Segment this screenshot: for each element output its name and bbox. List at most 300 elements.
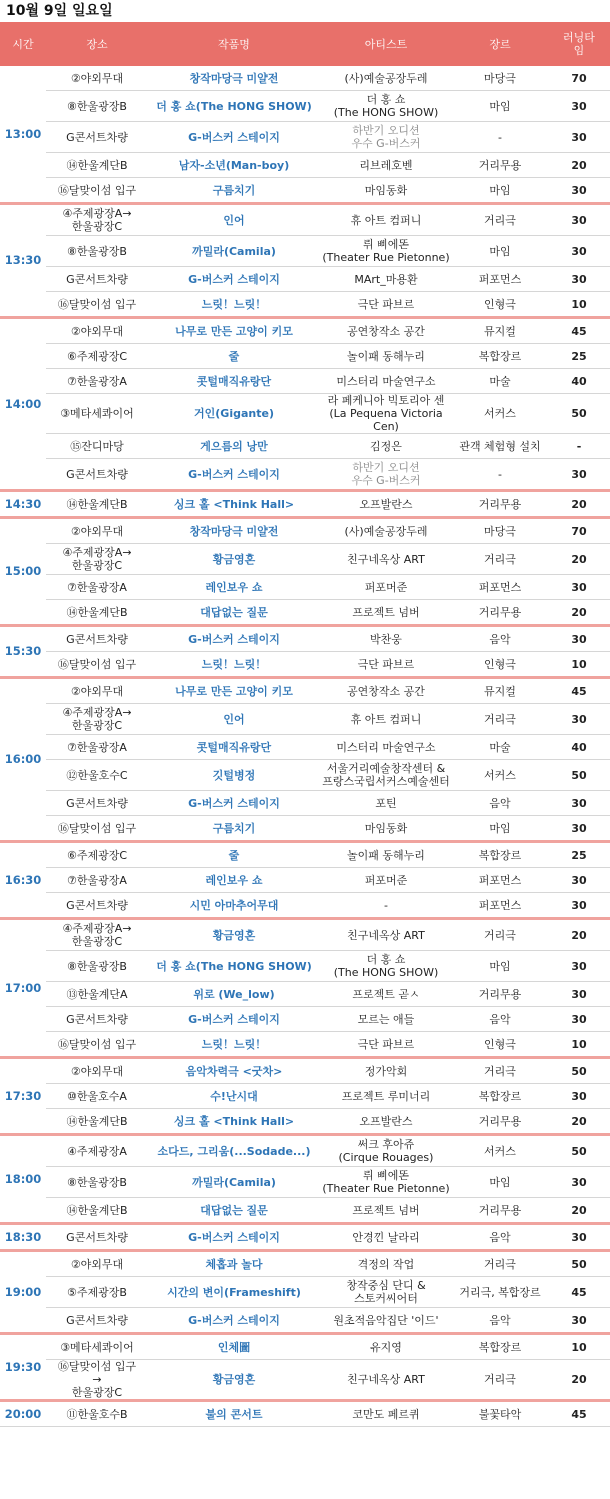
genre-cell: 뮤지컬 — [452, 318, 548, 344]
venue-cell: ⑧한울광장B — [46, 1167, 148, 1198]
time-slot: 14:30 — [0, 491, 46, 518]
genre-cell: 복합장르 — [452, 1084, 548, 1109]
table-row — [0, 153, 610, 178]
venue-cell: ⑧한울광장B — [46, 951, 148, 982]
table-row — [0, 1032, 610, 1058]
artist-cell: 미스터리 마술연구소 — [320, 369, 452, 394]
genre-cell: 거리극 — [452, 919, 548, 951]
artist-cell: 더 홍 쇼 (The HONG SHOW) — [320, 951, 452, 982]
venue-cell: ④주제광장A→ 한울광장C — [46, 704, 148, 735]
work-cell: 까밀라(Camila) — [148, 236, 320, 267]
artist-cell: 마임동화 — [320, 816, 452, 842]
genre-cell: 마술 — [452, 735, 548, 760]
runtime-cell: 30 — [548, 91, 610, 122]
genre-cell: 마임 — [452, 951, 548, 982]
venue-cell: ⑩한울호수A — [46, 1084, 148, 1109]
venue-cell: G콘서트차량 — [46, 893, 148, 919]
runtime-cell: 30 — [548, 704, 610, 735]
artist-cell: 친구네옥상 ART — [320, 1360, 452, 1401]
genre-cell: 인형극 — [452, 652, 548, 678]
table-row — [0, 1401, 610, 1427]
work-cell: 거인(Gigante) — [148, 394, 320, 434]
genre-cell: 거리무용 — [452, 1198, 548, 1224]
table-row — [0, 491, 610, 518]
venue-cell: ③메타세콰이어 — [46, 1334, 148, 1360]
genre-cell: 거리무용 — [452, 1109, 548, 1135]
venue-cell: ⑭한울계단B — [46, 1109, 148, 1135]
artist-cell: 공연창작소 공간 — [320, 318, 452, 344]
runtime-cell: 30 — [548, 626, 610, 652]
work-cell: G-버스커 스테이지 — [148, 459, 320, 491]
genre-cell: 서커스 — [452, 1135, 548, 1167]
genre-cell: 퍼포먼스 — [452, 267, 548, 292]
runtime-cell: 30 — [548, 816, 610, 842]
artist-cell: 코만도 페르퀴 — [320, 1401, 452, 1427]
genre-cell: - — [452, 122, 548, 153]
runtime-cell: 20 — [548, 1360, 610, 1401]
genre-cell: 퍼포먼스 — [452, 893, 548, 919]
artist-cell: 뤼 삐에똔 (Theater Rue Pietonne) — [320, 1167, 452, 1198]
work-cell: 불의 콘서트 — [148, 1401, 320, 1427]
work-cell: G-버스커 스테이지 — [148, 791, 320, 816]
table-row — [0, 434, 610, 459]
venue-cell: G콘서트차량 — [46, 1224, 148, 1251]
table-row — [0, 704, 610, 735]
runtime-cell: 30 — [548, 982, 610, 1007]
runtime-cell: 45 — [548, 1401, 610, 1427]
artist-cell: 퍼포머준 — [320, 868, 452, 893]
work-cell: 더 홍 쇼(The HONG SHOW) — [148, 91, 320, 122]
table-row — [0, 459, 610, 491]
runtime-cell: 20 — [548, 1198, 610, 1224]
table-row — [0, 678, 610, 704]
venue-cell: ⑭한울계단B — [46, 1198, 148, 1224]
genre-cell: 복합장르 — [452, 842, 548, 868]
table-row — [0, 204, 610, 236]
venue-cell: G콘서트차량 — [46, 459, 148, 491]
work-cell: 체홉과 놀다 — [148, 1251, 320, 1277]
artist-cell: (사)예술공장두레 — [320, 66, 452, 91]
runtime-cell: 20 — [548, 1109, 610, 1135]
genre-cell: 서커스 — [452, 760, 548, 791]
table-row — [0, 1334, 610, 1360]
work-cell: G-버스커 스테이지 — [148, 1007, 320, 1032]
runtime-cell: 50 — [548, 760, 610, 791]
table-row — [0, 344, 610, 369]
genre-cell: 거리극 — [452, 204, 548, 236]
work-cell: 대답없는 질문 — [148, 1198, 320, 1224]
venue-cell: ⑤주제광장B — [46, 1277, 148, 1308]
runtime-cell: 50 — [548, 394, 610, 434]
artist-cell: 라 페케니아 빅토리아 센 (La Pequena Victoria Cen) — [320, 394, 452, 434]
work-cell: 남자-소년(Man-boy) — [148, 153, 320, 178]
genre-cell: 퍼포먼스 — [452, 868, 548, 893]
table-row — [0, 951, 610, 982]
work-cell: 황금영혼 — [148, 544, 320, 575]
venue-cell: ⑥주제광장C — [46, 842, 148, 868]
artist-cell: 격정의 작업 — [320, 1251, 452, 1277]
artist-cell: 써크 후아쥬 (Cirque Rouages) — [320, 1135, 452, 1167]
genre-cell: 마임 — [452, 178, 548, 204]
artist-cell: 하반기 오디션 우수 G-버스커 — [320, 459, 452, 491]
table-row — [0, 122, 610, 153]
time-slot: 13:30 — [0, 204, 46, 318]
runtime-cell: 10 — [548, 1334, 610, 1360]
venue-cell: ⑯달맞이섬 입구 — [46, 816, 148, 842]
artist-cell: 친구네옥상 ART — [320, 919, 452, 951]
venue-cell: ⑦한울광장A — [46, 575, 148, 600]
work-cell: 느릿！느릿！ — [148, 292, 320, 318]
venue-cell: ④주제광장A→ 한울광장C — [46, 544, 148, 575]
venue-cell: ③메타세콰이어 — [46, 394, 148, 434]
genre-cell: 마임 — [452, 91, 548, 122]
venue-cell: ⑧한울광장B — [46, 91, 148, 122]
runtime-cell: 30 — [548, 267, 610, 292]
artist-cell: 휴 아트 컴퍼니 — [320, 204, 452, 236]
time-slot: 15:00 — [0, 518, 46, 626]
genre-cell: 마술 — [452, 369, 548, 394]
work-cell: 줄 — [148, 344, 320, 369]
venue-cell: ⑪한울호수B — [46, 1401, 148, 1427]
table-row — [0, 652, 610, 678]
runtime-cell: 10 — [548, 292, 610, 318]
work-cell: 싱크 홀 <Think Hall> — [148, 1109, 320, 1135]
time-slot: 19:00 — [0, 1251, 46, 1334]
genre-cell: 거리무용 — [452, 982, 548, 1007]
work-cell: 깃털병정 — [148, 760, 320, 791]
artist-cell: 극단 파브르 — [320, 292, 452, 318]
work-cell: 콧털매직유랑단 — [148, 735, 320, 760]
work-cell: 느릿！느릿！ — [148, 1032, 320, 1058]
genre-cell: 거리극 — [452, 1251, 548, 1277]
table-row — [0, 626, 610, 652]
runtime-cell: 45 — [548, 1277, 610, 1308]
work-cell: 나무로 만든 고양이 키모 — [148, 318, 320, 344]
artist-cell: 오프발란스 — [320, 491, 452, 518]
work-cell: 나무로 만든 고양이 키모 — [148, 678, 320, 704]
runtime-cell: 45 — [548, 678, 610, 704]
runtime-cell: 20 — [548, 600, 610, 626]
artist-cell: 박찬웅 — [320, 626, 452, 652]
venue-cell: ④주제광장A→ 한울광장C — [46, 919, 148, 951]
work-cell: 황금영혼 — [148, 1360, 320, 1401]
header-work: 작품명 — [148, 22, 320, 66]
artist-cell: 더 홍 쇼 (The HONG SHOW) — [320, 91, 452, 122]
genre-cell: 불꽃타악 — [452, 1401, 548, 1427]
venue-cell: ④주제광장A→ 한울광장C — [46, 204, 148, 236]
table-row — [0, 1277, 610, 1308]
time-slot: 18:00 — [0, 1135, 46, 1224]
artist-cell: 공연창작소 공간 — [320, 678, 452, 704]
genre-cell: 마당극 — [452, 518, 548, 544]
artist-cell: (사)예술공장두레 — [320, 518, 452, 544]
work-cell: G-버스커 스테이지 — [148, 267, 320, 292]
table-row — [0, 178, 610, 204]
table-row — [0, 1109, 610, 1135]
table-row — [0, 369, 610, 394]
venue-cell: ⑭한울계단B — [46, 491, 148, 518]
venue-cell: ⑮잔디마당 — [46, 434, 148, 459]
runtime-cell: 30 — [548, 1224, 610, 1251]
venue-cell: G콘서트차량 — [46, 1007, 148, 1032]
work-cell: 시민 아마추어무대 — [148, 893, 320, 919]
genre-cell: 음악 — [452, 1224, 548, 1251]
work-cell: 콧털매직유랑단 — [148, 369, 320, 394]
table-row — [0, 544, 610, 575]
genre-cell: 인형극 — [452, 1032, 548, 1058]
venue-cell: G콘서트차량 — [46, 122, 148, 153]
runtime-cell: 70 — [548, 518, 610, 544]
schedule-table — [0, 22, 610, 1427]
artist-cell: 김정은 — [320, 434, 452, 459]
table-row — [0, 816, 610, 842]
runtime-cell: 25 — [548, 842, 610, 868]
runtime-cell: - — [548, 434, 610, 459]
genre-cell: 거리무용 — [452, 600, 548, 626]
artist-cell: 오프발란스 — [320, 1109, 452, 1135]
table-row — [0, 1135, 610, 1167]
time-slot: 17:30 — [0, 1058, 46, 1135]
venue-cell: ②야외무대 — [46, 678, 148, 704]
table-row — [0, 236, 610, 267]
genre-cell: 거리극, 복합장르 — [452, 1277, 548, 1308]
work-cell: 인체圖 — [148, 1334, 320, 1360]
work-cell: 게으름의 낭만 — [148, 434, 320, 459]
time-slot: 18:30 — [0, 1224, 46, 1251]
artist-cell: 놀이패 동해누리 — [320, 344, 452, 369]
runtime-cell: 50 — [548, 1251, 610, 1277]
work-cell: 음악차력극 <굿차> — [148, 1058, 320, 1084]
work-cell: 수!난시대 — [148, 1084, 320, 1109]
artist-cell: 프로젝트 루미너리 — [320, 1084, 452, 1109]
runtime-cell: 30 — [548, 951, 610, 982]
artist-cell: 친구네옥상 ART — [320, 544, 452, 575]
header-artist: 아티스트 — [320, 22, 452, 66]
artist-cell: 놀이패 동해누리 — [320, 842, 452, 868]
genre-cell: 마임 — [452, 816, 548, 842]
artist-cell: - — [320, 893, 452, 919]
genre-cell: 거리극 — [452, 544, 548, 575]
work-cell: 까밀라(Camila) — [148, 1167, 320, 1198]
runtime-cell: 30 — [548, 204, 610, 236]
work-cell: 싱크 홀 <Think Hall> — [148, 491, 320, 518]
time-slot: 20:00 — [0, 1401, 46, 1427]
table-row — [0, 575, 610, 600]
artist-cell: MArt_마용환 — [320, 267, 452, 292]
table-row — [0, 982, 610, 1007]
artist-cell: 마임동화 — [320, 178, 452, 204]
runtime-cell: 20 — [548, 153, 610, 178]
venue-cell: ②야외무대 — [46, 66, 148, 91]
venue-cell: G콘서트차량 — [46, 626, 148, 652]
venue-cell: ⑯달맞이섬 입구 → 한울광장C — [46, 1360, 148, 1401]
artist-cell: 정가악회 — [320, 1058, 452, 1084]
table-row — [0, 735, 610, 760]
artist-cell: 극단 파브르 — [320, 652, 452, 678]
runtime-cell: 30 — [548, 178, 610, 204]
work-cell: 레인보우 쇼 — [148, 868, 320, 893]
artist-cell: 원초적음악집단 '이드' — [320, 1308, 452, 1334]
runtime-cell: 10 — [548, 652, 610, 678]
venue-cell: ⑫한울호수C — [46, 760, 148, 791]
runtime-cell: 30 — [548, 1084, 610, 1109]
runtime-cell: 70 — [548, 66, 610, 91]
runtime-cell: 50 — [548, 1135, 610, 1167]
work-cell: 인어 — [148, 204, 320, 236]
work-cell: 시간의 변이(Frameshift) — [148, 1277, 320, 1308]
header-runtime: 러닝타 임 — [548, 22, 610, 66]
venue-cell: ⑧한울광장B — [46, 236, 148, 267]
work-cell: 인어 — [148, 704, 320, 735]
artist-cell: 포틴 — [320, 791, 452, 816]
artist-cell: 뤼 삐에똔 (Theater Rue Pietonne) — [320, 236, 452, 267]
venue-cell: ⑬한울계단A — [46, 982, 148, 1007]
genre-cell: 음악 — [452, 626, 548, 652]
venue-cell: ⑯달맞이섬 입구 — [46, 1032, 148, 1058]
venue-cell: ⑦한울광장A — [46, 735, 148, 760]
genre-cell: 인형극 — [452, 292, 548, 318]
page-title: 10월 9일 일요일 — [6, 3, 113, 19]
venue-cell: ②야외무대 — [46, 1251, 148, 1277]
runtime-cell: 40 — [548, 735, 610, 760]
runtime-cell: 30 — [548, 893, 610, 919]
table-row — [0, 760, 610, 791]
genre-cell: 복합장르 — [452, 344, 548, 369]
genre-cell: 거리극 — [452, 1360, 548, 1401]
runtime-cell: 30 — [548, 1308, 610, 1334]
table-row — [0, 66, 610, 91]
work-cell: 창작마당극 미얄전 — [148, 66, 320, 91]
genre-cell: 음악 — [452, 1007, 548, 1032]
header-venue: 장소 — [46, 22, 148, 66]
venue-cell: ④주제광장A — [46, 1135, 148, 1167]
runtime-cell: 30 — [548, 868, 610, 893]
venue-cell: ⑦한울광장A — [46, 369, 148, 394]
genre-cell: 마임 — [452, 236, 548, 267]
work-cell: G-버스커 스테이지 — [148, 1308, 320, 1334]
work-cell: G-버스커 스테이지 — [148, 626, 320, 652]
header-genre: 장르 — [452, 22, 548, 66]
runtime-cell: 10 — [548, 1032, 610, 1058]
schedule-body — [0, 66, 610, 1427]
table-row — [0, 868, 610, 893]
runtime-cell: 20 — [548, 544, 610, 575]
header-time: 시간 — [0, 22, 46, 66]
table-row — [0, 893, 610, 919]
venue-cell: ②야외무대 — [46, 518, 148, 544]
table-row — [0, 1167, 610, 1198]
genre-cell: 마임 — [452, 1167, 548, 1198]
genre-cell: - — [452, 459, 548, 491]
table-row — [0, 1224, 610, 1251]
artist-cell: 휴 아트 컴퍼니 — [320, 704, 452, 735]
venue-cell: G콘서트차량 — [46, 791, 148, 816]
venue-cell: ⑥주제광장C — [46, 344, 148, 369]
artist-cell: 프로젝트 곧ㅅ — [320, 982, 452, 1007]
table-row — [0, 518, 610, 544]
runtime-cell: 25 — [548, 344, 610, 369]
work-cell: 구름치기 — [148, 816, 320, 842]
work-cell: G-버스커 스테이지 — [148, 122, 320, 153]
table-row — [0, 267, 610, 292]
table-row — [0, 1007, 610, 1032]
work-cell: 창작마당극 미얄전 — [148, 518, 320, 544]
venue-cell: ⑯달맞이섬 입구 — [46, 652, 148, 678]
genre-cell: 마당극 — [452, 66, 548, 91]
runtime-cell: 20 — [548, 491, 610, 518]
artist-cell: 창작중심 단디 & 스토커씨어터 — [320, 1277, 452, 1308]
time-slot: 14:00 — [0, 318, 46, 491]
table-row — [0, 1084, 610, 1109]
runtime-cell: 50 — [548, 1058, 610, 1084]
runtime-cell: 30 — [548, 236, 610, 267]
work-cell: 위로 (We_low) — [148, 982, 320, 1007]
time-slot: 13:00 — [0, 66, 46, 204]
work-cell: 구름치기 — [148, 178, 320, 204]
artist-cell: 퍼포머준 — [320, 575, 452, 600]
genre-cell: 음악 — [452, 791, 548, 816]
table-row — [0, 600, 610, 626]
work-cell: 줄 — [148, 842, 320, 868]
table-row — [0, 1058, 610, 1084]
genre-cell: 음악 — [452, 1308, 548, 1334]
header-row — [0, 22, 610, 66]
runtime-cell: 40 — [548, 369, 610, 394]
genre-cell: 서커스 — [452, 394, 548, 434]
venue-cell: ②야외무대 — [46, 318, 148, 344]
genre-cell: 거리무용 — [452, 153, 548, 178]
table-row — [0, 292, 610, 318]
genre-cell: 거리무용 — [452, 491, 548, 518]
table-row — [0, 1251, 610, 1277]
artist-cell: 미스터리 마술연구소 — [320, 735, 452, 760]
genre-cell: 퍼포먼스 — [452, 575, 548, 600]
time-slot: 19:30 — [0, 1334, 46, 1401]
artist-cell: 모르는 애들 — [320, 1007, 452, 1032]
artist-cell: 하반기 오디션 우수 G-버스커 — [320, 122, 452, 153]
genre-cell: 관객 체험형 설치 — [452, 434, 548, 459]
artist-cell: 서울거리예술창작센터 & 프랑스국립서커스예술센터 — [320, 760, 452, 791]
table-row — [0, 1198, 610, 1224]
time-slot: 16:30 — [0, 842, 46, 919]
venue-cell: ⑯달맞이섬 입구 — [46, 292, 148, 318]
runtime-cell: 30 — [548, 791, 610, 816]
genre-cell: 거리극 — [452, 1058, 548, 1084]
runtime-cell: 20 — [548, 919, 610, 951]
venue-cell: ⑯달맞이섬 입구 — [46, 178, 148, 204]
work-cell: 느릿！느릿！ — [148, 652, 320, 678]
runtime-cell: 45 — [548, 318, 610, 344]
artist-cell: 리브레호벤 — [320, 153, 452, 178]
venue-cell: ⑭한울계단B — [46, 600, 148, 626]
runtime-cell: 30 — [548, 575, 610, 600]
genre-cell: 거리극 — [452, 704, 548, 735]
work-cell: 더 홍 쇼(The HONG SHOW) — [148, 951, 320, 982]
genre-cell: 복합장르 — [452, 1334, 548, 1360]
table-row — [0, 318, 610, 344]
artist-cell: 안경낀 날라리 — [320, 1224, 452, 1251]
time-slot: 15:30 — [0, 626, 46, 678]
time-slot: 17:00 — [0, 919, 46, 1058]
artist-cell: 유지영 — [320, 1334, 452, 1360]
work-cell: G-버스커 스테이지 — [148, 1224, 320, 1251]
venue-cell: G콘서트차량 — [46, 267, 148, 292]
time-slot: 16:00 — [0, 678, 46, 842]
artist-cell: 극단 파브르 — [320, 1032, 452, 1058]
work-cell: 대답없는 질문 — [148, 600, 320, 626]
runtime-cell: 30 — [548, 122, 610, 153]
table-row — [0, 1360, 610, 1401]
